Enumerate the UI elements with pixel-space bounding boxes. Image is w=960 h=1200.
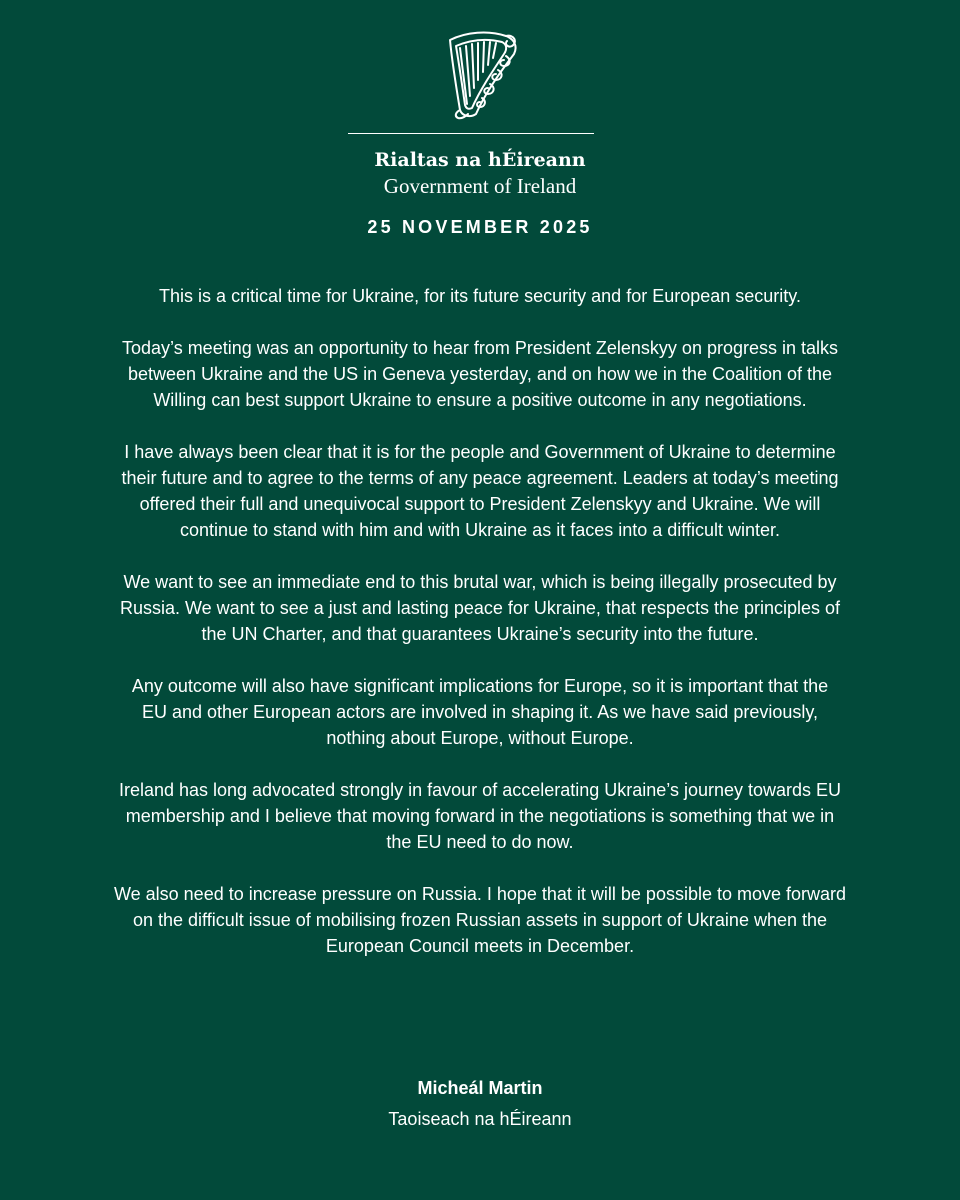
paragraph: Ireland has long advocated strongly in favour of accelerating Ukraine’s journey towards EU membership and I believe that moving forward in the negotiations is something that we in the EU need to do now. — [118, 780, 842, 852]
signatory-title: Taoiseach na hÉireann — [388, 1109, 572, 1129]
paragraph: We also need to increase pressure on Russia. I hope that it will be possible to move forward on the difficult issue of mobilising frozen Russian assets in support of Ukraine when the European Council meets in December. — [113, 884, 847, 956]
signatory-name: Micheál Martin — [417, 1078, 543, 1098]
paragraph: Today’s meeting was an opportunity to hear from President Zelenskyy on progress in talks between Ukraine and the US in Geneva yesterday, and on how we in the Coalition of the Willing can best support Ukraine to ensure a positive outcome in any negotiations. — [121, 338, 839, 410]
harp-icon — [436, 26, 526, 120]
org-name-english: Government of Ireland — [383, 174, 577, 198]
paragraph: I have always been clear that it is for the people and Government of Ukraine to determine their future and to agree to the terms of any peace agreement. Leaders at today’s meeting offered their full and unequivocal support to President Zelenskyy and Ukraine. We will continue to stand with him and with Ukraine as it faces into a difficult winter. — [121, 442, 839, 540]
paragraph: This is a critical time for Ukraine, for its future security and for European security. — [159, 286, 801, 306]
header-divider — [348, 133, 594, 134]
statement-body — [80, 283, 880, 985]
paragraph: We want to see an immediate end to this brutal war, which is being illegally prosecuted by Russia. We want to see a just and lasting peace for Ukraine, that respects the principles of the UN Charter, and that guarantees Ukraine’s security into the future. — [119, 572, 841, 644]
statement-date: 25 NOVEMBER 2025 — [367, 217, 593, 237]
paragraph: Any outcome will also have significant implications for Europe, so it is important that the EU and other European actors are involved in shaping it. As we have said previously, nothing about Europe, without Europe. — [131, 676, 829, 748]
org-name-irish: Rialtas na hÉireann — [374, 149, 586, 171]
